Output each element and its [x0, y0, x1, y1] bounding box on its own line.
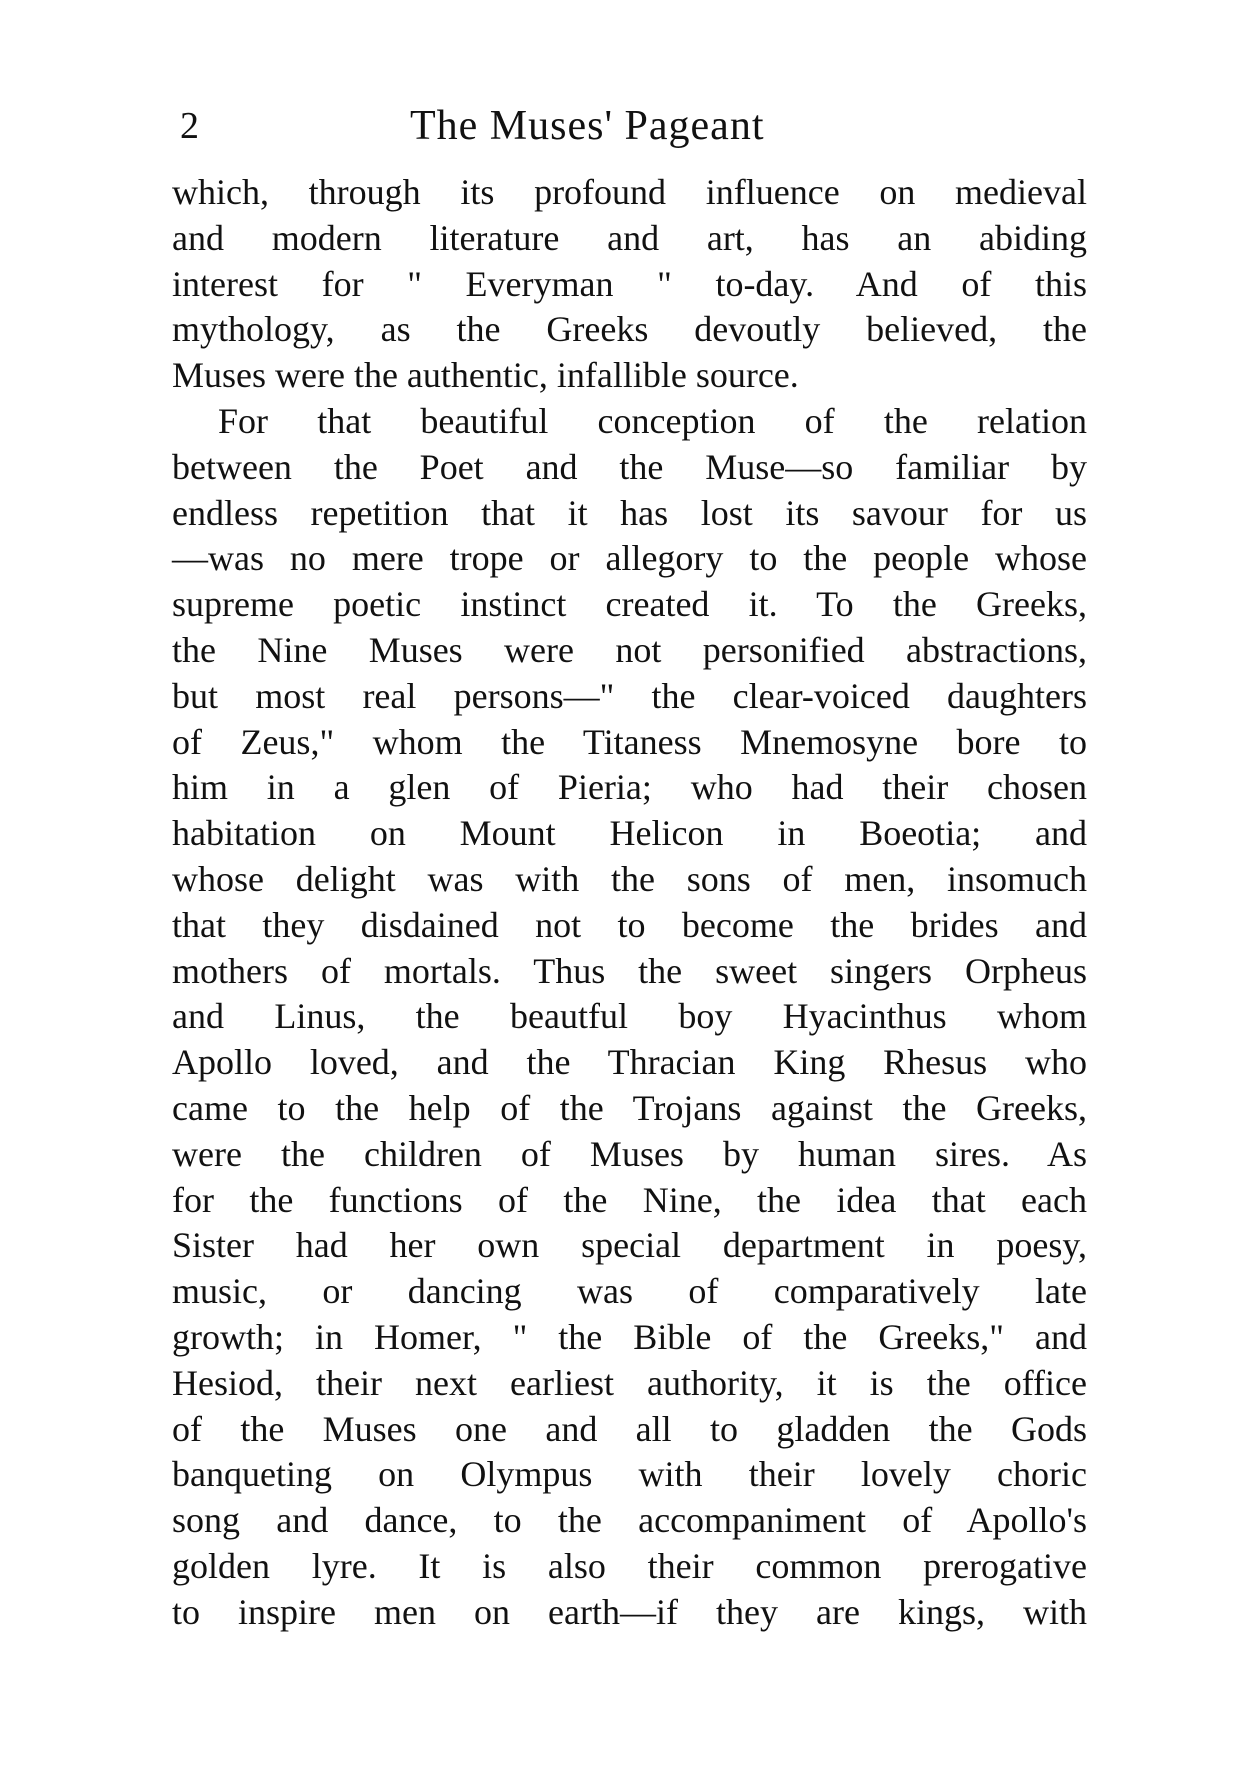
- text-line: of the Muses one and all to gladden the Gods: [172, 1408, 1087, 1449]
- text-line: him in a glen of Pieria; who had their chosen: [172, 767, 1087, 808]
- running-title: The Muses' Pageant: [410, 103, 765, 149]
- text-line: golden lyre. It is also their common prerogative: [172, 1545, 1087, 1586]
- text-line: and Linus, the beautful boy Hyacinthus whom: [172, 996, 1087, 1037]
- text-line: endless repetition that it has lost its savour for us: [172, 492, 1087, 533]
- text-line: Hesiod, their next earliest authority, it is the office: [172, 1362, 1087, 1403]
- page-header: [180, 96, 1080, 156]
- text-line: mothers of mortals. Thus the sweet singers Orpheus: [172, 950, 1087, 991]
- text-line: song and dance, to the accompaniment of Apollo's: [172, 1500, 1087, 1541]
- body-text: [172, 170, 1087, 1636]
- text-line: habitation on Mount Helicon in Boeotia; and: [172, 813, 1087, 854]
- text-line: music, or dancing was of comparatively late: [172, 1271, 1087, 1312]
- text-line: banqueting on Olympus with their lovely choric: [172, 1454, 1087, 1495]
- paragraph-1: [172, 170, 1087, 399]
- text-line: to inspire men on earth—if they are kings, with: [172, 1591, 1087, 1632]
- text-line: came to the help of the Trojans against the Greeks,: [172, 1087, 1087, 1128]
- text-line: that they disdained not to become the brides and: [172, 904, 1087, 945]
- text-line: —was no mere trope or allegory to the people whose: [172, 538, 1087, 579]
- text-line: between the Poet and the Muse—so familiar by: [172, 446, 1087, 487]
- text-line: which, through its profound influence on medieval: [172, 172, 1087, 212]
- text-line: Sister had her own special department in poesy,: [172, 1225, 1087, 1266]
- text-line: were the children of Muses by human sires. As: [172, 1133, 1087, 1174]
- text-line: the Nine Muses were not personified abstractions,: [172, 629, 1087, 670]
- text-line: For that beautiful conception of the relation: [218, 400, 1087, 441]
- text-line: supreme poetic instinct created it. To the Greeks,: [172, 584, 1087, 625]
- text-line: Muses were the authentic, infallible source.: [172, 355, 799, 396]
- text-line: growth; in Homer, " the Bible of the Greeks," and: [172, 1316, 1087, 1357]
- paragraph-2: [172, 399, 1087, 1636]
- text-line: whose delight was with the sons of men, insomuch: [172, 858, 1087, 899]
- text-line: Apollo loved, and the Thracian King Rhesus who: [172, 1042, 1087, 1083]
- text-line: interest for " Everyman " to-day. And of this: [172, 263, 1087, 304]
- text-line: but most real persons—" the clear-voiced daughters: [172, 675, 1087, 716]
- text-line: for the functions of the Nine, the idea that each: [172, 1179, 1087, 1220]
- text-line: of Zeus," whom the Titaness Mnemosyne bore to: [172, 721, 1087, 762]
- text-line: mythology, as the Greeks devoutly believed, the: [172, 309, 1087, 350]
- text-line: and modern literature and art, has an abiding: [172, 217, 1087, 258]
- page-number: 2: [180, 105, 199, 147]
